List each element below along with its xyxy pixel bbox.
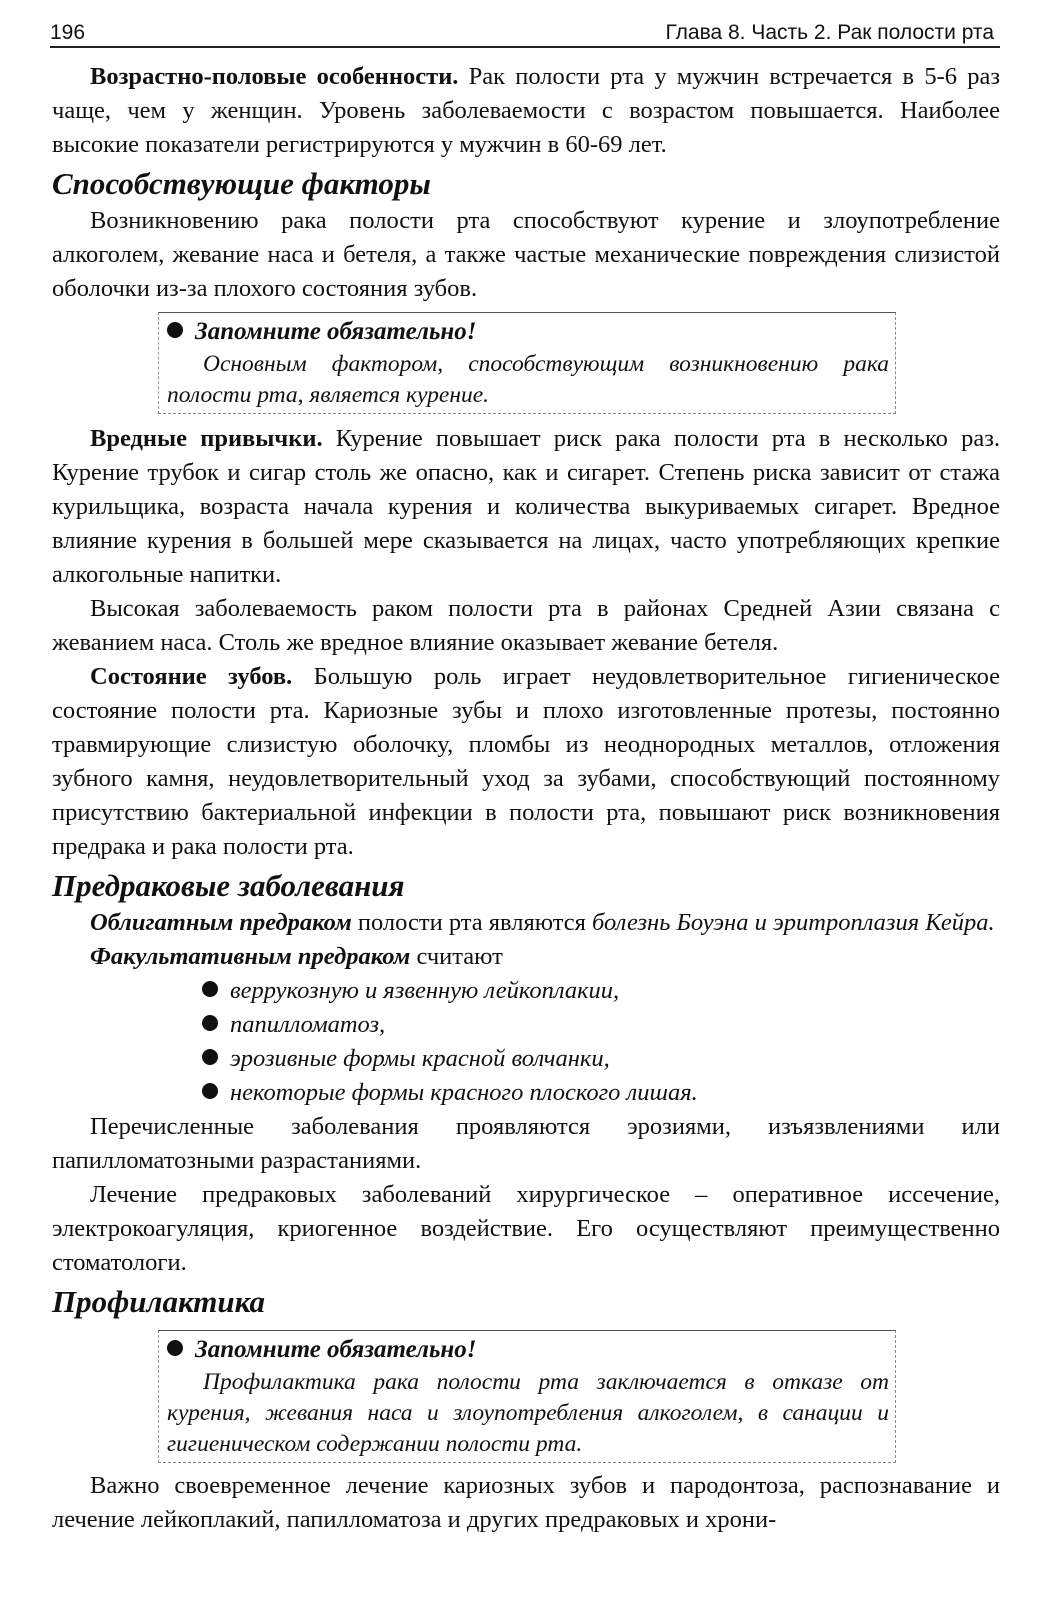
paragraph-manifestations: Перечисленные заболевания проявляются эрозиями, изъязвлениями или папилломатозными разрастаниями. xyxy=(52,1113,1000,1174)
paragraph-text: считают xyxy=(410,943,503,970)
remember-box-prevention xyxy=(158,1330,896,1463)
bullet-icon xyxy=(202,1015,218,1031)
heading-prevention: Профилактика xyxy=(52,1284,266,1319)
paragraph-lead: Факультативным предраком xyxy=(90,943,411,970)
paragraph-italic: болезнь Боуэна и эритроплазия Кейра. xyxy=(592,909,995,936)
list-item: эрозивные формы красной волчанки, xyxy=(202,1042,1000,1076)
list-item: некоторые формы красного плоского лишая. xyxy=(202,1076,1000,1110)
running-header xyxy=(50,20,1000,48)
remember-title: Запомните обязательно! xyxy=(167,315,889,349)
facultative-list xyxy=(52,974,1000,1110)
page-body xyxy=(52,60,1000,1537)
paragraph-facultative xyxy=(52,940,1000,974)
paragraph-lead: Облигатным предраком xyxy=(90,909,352,936)
paragraph-teeth xyxy=(52,660,1000,864)
remember-box-smoking xyxy=(158,312,896,414)
paragraph-lead: Состояние зубов. xyxy=(90,663,293,690)
heading-precancer: Предраковые заболевания xyxy=(52,868,405,903)
page-number: 196 xyxy=(50,21,86,44)
list-item: веррукозную и язвенную лейкоплакии, xyxy=(202,974,1000,1008)
paragraph-obligate xyxy=(52,906,1000,940)
paragraph-text: Большую роль играет неудовлетворительное гигиеническое состояние полости рта. Кариозные зубы и плохо изготовленные протезы, постоянно травмирующие слизистую оболочку, пломбы из неоднородных металлов, отложения зубного камня, неудовлетворительный уход за зубами, способствующий постоянному присутствию бактериальной инфекции в полости рта, повышают риск возникновения предрака и рака полости рта. xyxy=(52,663,1001,860)
paragraph-final: Важно своевременное лечение кариозных зубов и пародонтоза, распознавание и лечение лейкоплакий, папилломатоза и других предраковых и хрони- xyxy=(52,1472,1000,1533)
paragraph-text: Рак полости рта у мужчин встречается в 5-6 раз чаще, чем у женщин. Уровень заболеваемости с возрастом повышается. Наиболее высокие показатели регистрируются у мужчин в 60-69 лет. xyxy=(52,63,1001,158)
heading-contributing-factors: Способствующие факторы xyxy=(52,166,431,201)
bullet-icon xyxy=(202,1049,218,1065)
bullet-icon xyxy=(167,322,183,338)
remember-body: Профилактика рака полости рта заключается в отказе от курения, жевания наса и злоупотребления алкоголем, в санации и гигиеническом содержании полости рта. xyxy=(167,1369,889,1457)
paragraph-lead: Возрастно-половые особенности. xyxy=(90,63,459,90)
remember-body: Основным фактором, способствующим возникновению рака полости рта, является курение. xyxy=(167,351,889,408)
bullet-icon xyxy=(202,1083,218,1099)
paragraph-habits xyxy=(52,422,1000,592)
bullet-icon xyxy=(167,1340,183,1356)
list-item: папилломатоз, xyxy=(202,1008,1000,1042)
paragraph-age-sex xyxy=(52,60,1000,162)
paragraph-central-asia: Высокая заболеваемость раком полости рта в районах Средней Азии связана с жеванием наса. Столь же вредное влияние оказывает жевание бетеля. xyxy=(52,595,1000,656)
paragraph-text: полости рта являются xyxy=(351,909,593,936)
remember-title: Запомните обязательно! xyxy=(167,1333,889,1367)
paragraph-treatment: Лечение предраковых заболеваний хирургическое – оперативное иссечение, электрокоагуляция, криогенное воздействие. Его осуществляют преимущественно стоматологи. xyxy=(52,1181,1000,1276)
paragraph-factors: Возникновению рака полости рта способствуют курение и злоупотребление алкоголем, жевание наса и бетеля, а также частые механические повреждения слизистой оболочки из-за плохого состояния зубов. xyxy=(52,207,1000,302)
running-title: Глава 8. Часть 2. Рак полости рта xyxy=(665,21,994,44)
bullet-icon xyxy=(202,981,218,997)
paragraph-lead: Вредные привычки. xyxy=(90,425,323,452)
paragraph-text: Курение повышает риск рака полости рта в несколько раз. Курение трубок и сигар столь же опасно, как и сигарет. Степень риска зависит от стажа курильщика, возраста начала курения и количества выкуриваемых сигарет. Вредное влияние курения в большей мере сказывается на лицах, часто употребляющих крепкие алкогольные напитки. xyxy=(52,425,1000,588)
